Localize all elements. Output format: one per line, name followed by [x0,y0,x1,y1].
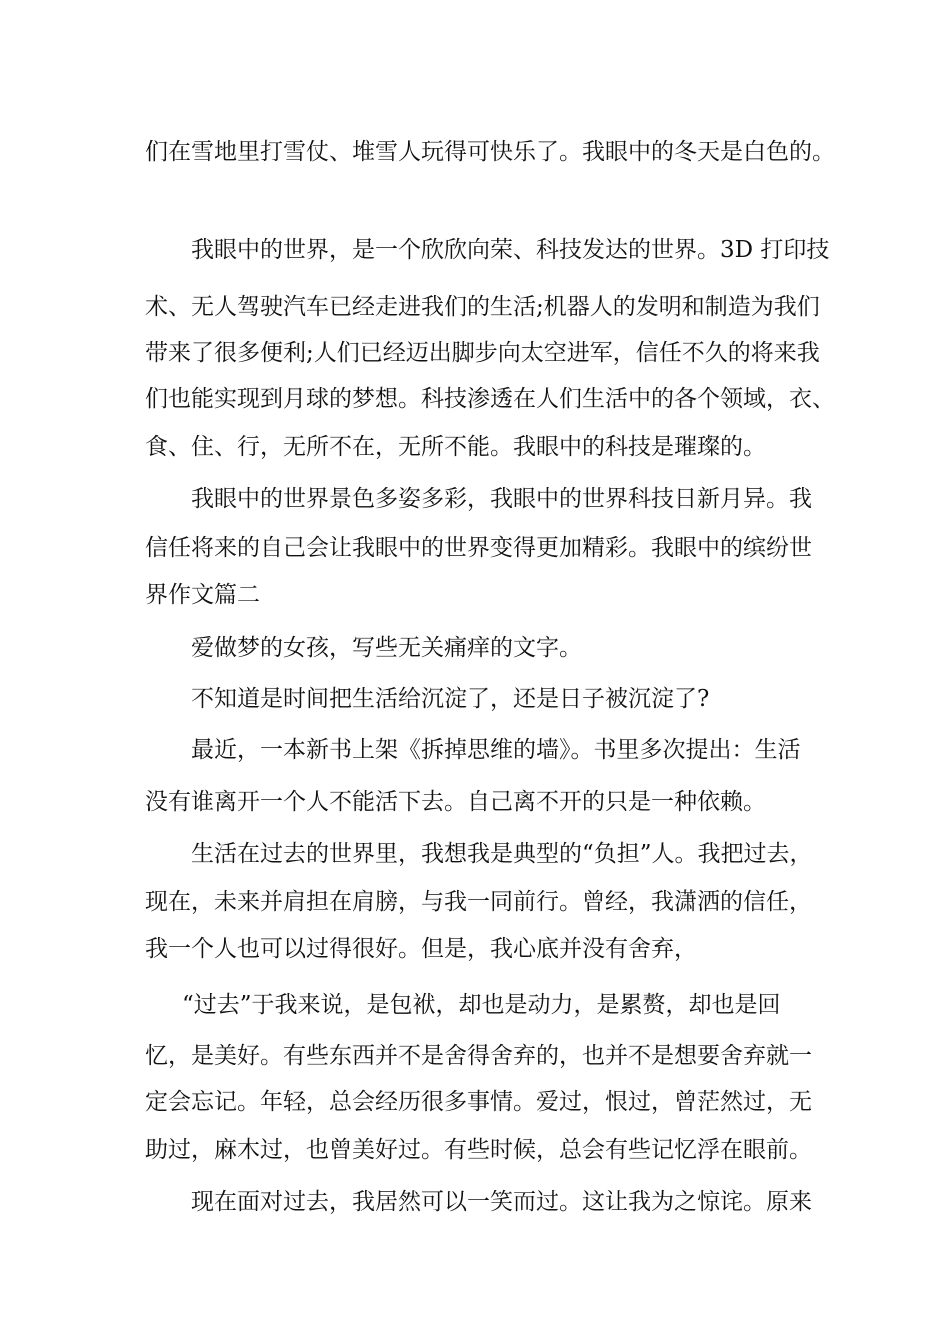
text-line: 不知道是时间把生活给沉淀了，还是日子被沉淀了? [191,686,710,712]
text-line: 最近，一本新书上架《拆掉思维的墙》。书里多次提出：生活 [191,737,801,763]
text-line: 我眼中的世界景色多姿多彩，我眼中的世界科技日新月异。我 [191,486,812,512]
text-line: “过去”于我来说，是包袱，却也是动力，是累赘，却也是回 [182,992,781,1018]
text-line: 术、无人驾驶汽车已经走进我们的生活;机器人的发明和制造为我们 [145,294,820,320]
text-line: 生活在过去的世界里，我想我是典型的“负担”人。我把过去， [191,841,813,867]
text-line: 食、住、行，无所不在，无所不能。我眼中的科技是璀璨的。 [145,434,766,460]
text-line: 们在雪地里打雪仗、堆雪人玩得可快乐了。我眼中的冬天是白色的。 [145,139,835,165]
text-line: 忆，是美好。有些东西并不是舍得舍弃的，也并不是想要舍弃就一 [145,1043,812,1069]
text-line: 助过，麻木过，也曾美好过。有些时候，总会有些记忆浮在眼前。 [145,1137,812,1163]
text-line: 没有谁离开一个人不能活下去。自己离不开的只是一种依赖。 [145,789,766,815]
text-line: 现在面对过去，我居然可以一笑而过。这让我为之惊诧。原来 [191,1189,812,1215]
text-line: 爱做梦的女孩，写些无关痛痒的文字。 [191,635,582,661]
text-line: 定会忘记。年轻，总会经历很多事情。爱过，恨过，曾茫然过，无 [145,1089,812,1115]
text-line: 现在，未来并肩担在肩膀，与我一同前行。曾经，我潇洒的信任， [145,889,812,915]
text-line: 们也能实现到月球的梦想。科技渗透在人们生活中的各个领域，衣、 [145,386,835,412]
text-line: 我眼中的世界，是一个欣欣向荣、科技发达的世界。3D 打印技 [191,237,830,263]
text-line: 信任将来的自己会让我眼中的世界变得更加精彩。我眼中的缤纷世 [145,535,812,561]
text-line: 带来了很多便利;人们已经迈出脚步向太空进军，信任不久的将来我 [145,340,820,366]
text-line: 我一个人也可以过得很好。但是，我心底并没有舍弃， [145,936,697,962]
text-line: 界作文篇二 [145,582,260,608]
